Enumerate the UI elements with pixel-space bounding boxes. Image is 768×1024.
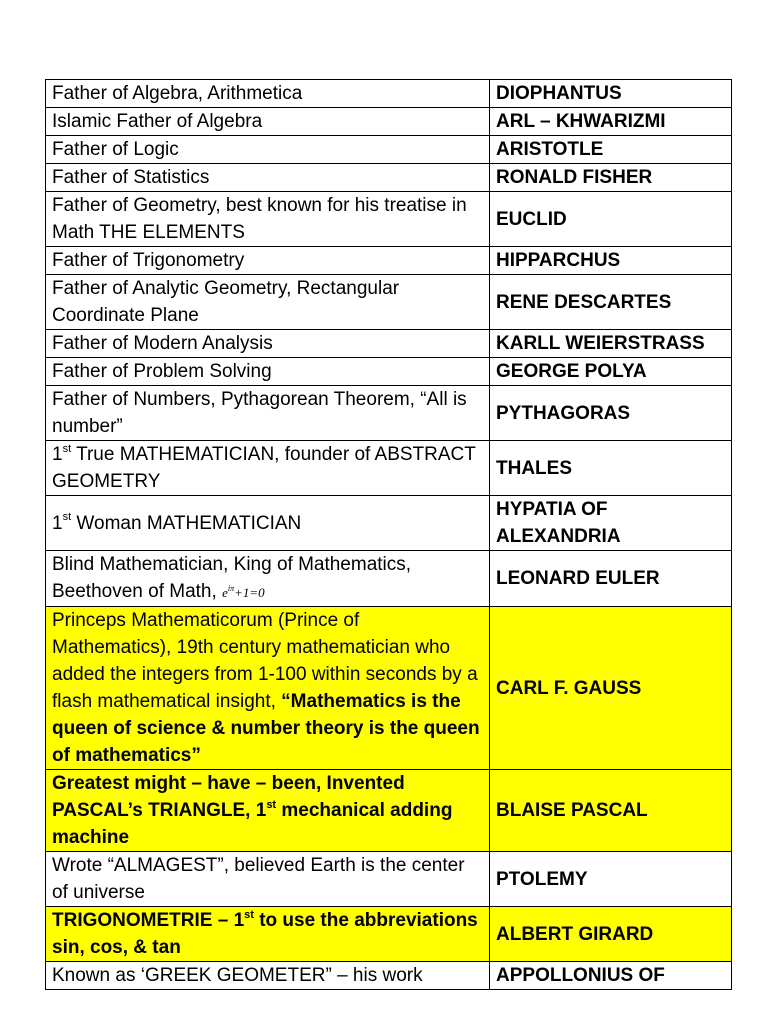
ordinal-suffix: st bbox=[244, 908, 254, 921]
mathematician-name: GEORGE POLYA bbox=[490, 358, 732, 386]
description-text: mechanical adding machine bbox=[52, 800, 453, 848]
mathematician-name: DIOPHANTUS bbox=[490, 80, 732, 108]
description-cell: Father of Statistics bbox=[46, 164, 490, 192]
table-row bbox=[46, 108, 732, 136]
description-text: Greatest might – have – been, Invented PASCAL’s TRIANGLE, 1 bbox=[52, 773, 405, 821]
mathematician-name: ARL – KHWARIZMI bbox=[490, 108, 732, 136]
mathematician-name: HIPPARCHUS bbox=[490, 247, 732, 275]
mathematician-name: HYPATIA OF ALEXANDRIA bbox=[490, 496, 732, 551]
description-cell: Wrote “ALMAGEST”, believed Earth is the center of universe bbox=[46, 852, 490, 907]
ordinal-suffix: st bbox=[62, 442, 72, 455]
famous-quote: “Mathematics is the queen of science & number theory is the queen of mathematics” bbox=[52, 691, 480, 766]
description-text: Woman MATHEMATICIAN bbox=[76, 512, 302, 534]
description-cell: Father of Problem Solving bbox=[46, 358, 490, 386]
mathematician-name: PTOLEMY bbox=[490, 852, 732, 907]
table-row bbox=[46, 441, 732, 496]
mathematician-name: EUCLID bbox=[490, 192, 732, 247]
description-cell bbox=[46, 441, 490, 496]
table-row bbox=[46, 192, 732, 247]
description-text: True MATHEMATICIAN, founder of ABSTRACT GEOMETRY bbox=[52, 444, 476, 492]
ordinal-number: 1 bbox=[52, 444, 63, 465]
mathematician-name: RENE DESCARTES bbox=[490, 275, 732, 330]
description-text: TRIGONOMETRIE – 1 bbox=[52, 910, 245, 931]
mathematician-name: KARLL WEIERSTRASS bbox=[490, 330, 732, 358]
table-row-highlighted bbox=[46, 607, 732, 770]
table-row bbox=[46, 496, 732, 551]
description-cell: Father of Trigonometry bbox=[46, 247, 490, 275]
description-cell bbox=[46, 907, 490, 962]
ordinal-suffix: st bbox=[62, 511, 72, 524]
description-cell: Father of Numbers, Pythagorean Theorem, “All is number” bbox=[46, 386, 490, 441]
mathematician-name: BLAISE PASCAL bbox=[490, 770, 732, 852]
mathematician-name: RONALD FISHER bbox=[490, 164, 732, 192]
table-row-highlighted bbox=[46, 770, 732, 852]
table-row bbox=[46, 330, 732, 358]
mathematicians-table bbox=[45, 79, 732, 990]
description-cell: Islamic Father of Algebra bbox=[46, 108, 490, 136]
table-row bbox=[46, 386, 732, 441]
table-row bbox=[46, 136, 732, 164]
table-row bbox=[46, 247, 732, 275]
description-cell bbox=[46, 551, 490, 607]
description-cell bbox=[46, 770, 490, 852]
description-cell: Father of Modern Analysis bbox=[46, 330, 490, 358]
description-cell: Father of Analytic Geometry, Rectangular Coordinate Plane bbox=[46, 275, 490, 330]
mathematician-name: CARL F. GAUSS bbox=[490, 607, 732, 770]
table-row bbox=[46, 551, 732, 607]
euler-identity-formula: $e^{i\pi}+1=0$ bbox=[222, 583, 265, 600]
table-row bbox=[46, 852, 732, 907]
mathematician-name: PYTHAGORAS bbox=[490, 386, 732, 441]
mathematician-name: ALBERT GIRARD bbox=[490, 907, 732, 962]
ordinal-suffix: st bbox=[266, 798, 277, 811]
description-text: Blind Mathematician, King of Mathematics, Beethoven of Math, bbox=[52, 554, 412, 602]
description-cell: Father of Geometry, best known for his treatise in Math THE ELEMENTS bbox=[46, 192, 490, 247]
description-cell bbox=[46, 607, 490, 770]
description-text: Princeps Mathematicorum (Prince of Mathematics), 19th century mathematician who added the integers from 1-100 within seconds by a flash mathematical insight, bbox=[52, 610, 478, 712]
table-row bbox=[46, 358, 732, 386]
table-row bbox=[46, 275, 732, 330]
mathematician-name: APPOLLONIUS OF bbox=[490, 962, 732, 990]
mathematician-name: ARISTOTLE bbox=[490, 136, 732, 164]
description-cell: Known as ‘GREEK GEOMETER” – his work bbox=[46, 962, 490, 990]
mathematician-name: THALES bbox=[490, 441, 732, 496]
table-row bbox=[46, 164, 732, 192]
table-row bbox=[46, 80, 732, 108]
ordinal-number: 1 bbox=[52, 512, 63, 534]
description-cell: Father of Algebra, Arithmetica bbox=[46, 80, 490, 108]
description-cell: Father of Logic bbox=[46, 136, 490, 164]
description-cell bbox=[46, 496, 490, 551]
mathematician-name: LEONARD EULER bbox=[490, 551, 732, 607]
table-row-highlighted bbox=[46, 907, 732, 962]
description-text: to use the abbreviations sin, cos, & tan bbox=[52, 910, 478, 958]
table-row bbox=[46, 962, 732, 990]
